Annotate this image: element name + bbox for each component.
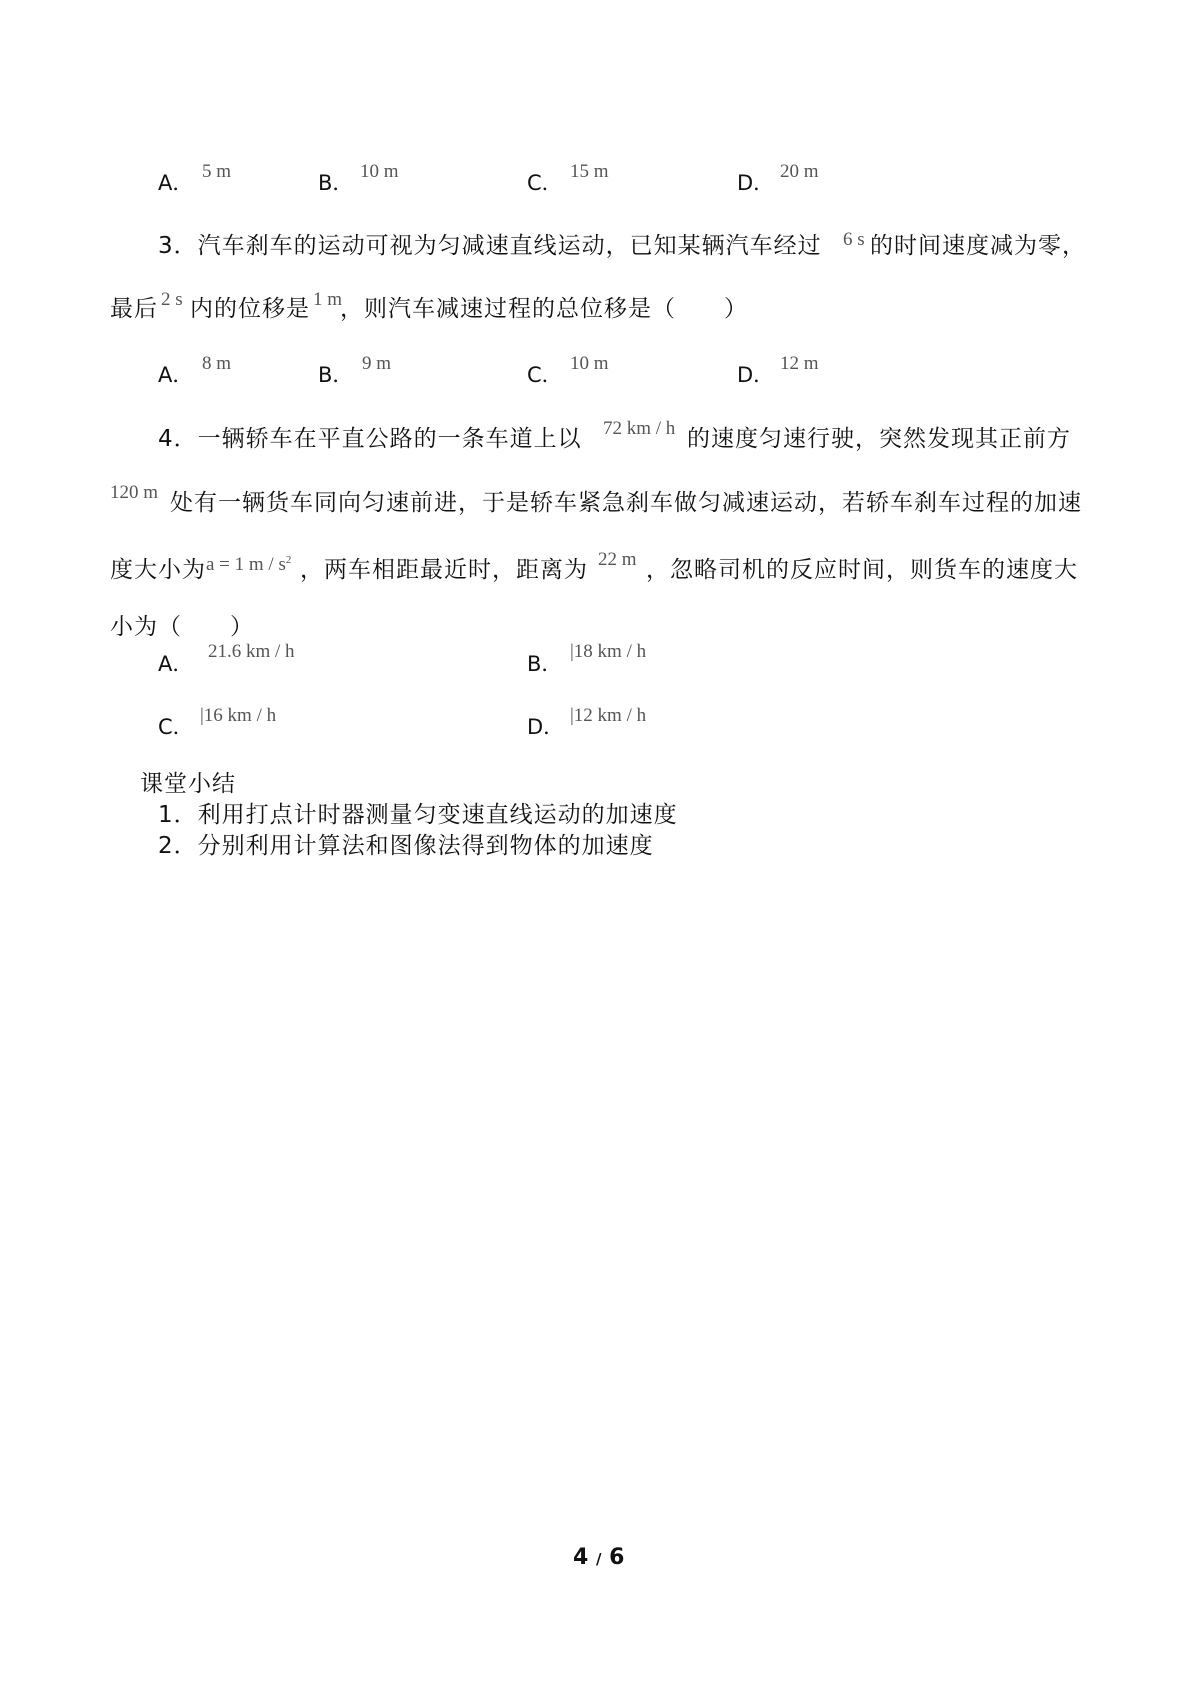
q3-text-line2-b: 内的位移是 [190,296,310,322]
q3-eq-1m: 1 m [313,289,343,310]
q4-option-c-value: |16 km / h [200,705,277,726]
q3-option-a-letter: A． [158,363,194,387]
q2-option-b-letter: B． [318,171,354,195]
q4-text-line2: 处有一辆货车同向匀速前进，于是轿车紧急刹车做匀减速运动，若轿车刹车过程的加速 [170,490,1082,516]
q2-option-a-value: 5 m [202,161,232,182]
q2-option-d-letter: D． [737,171,775,195]
page-number-total: 6 [609,1545,625,1570]
q2-option-b-value: 10 m [360,161,399,182]
q4-text-line3-c: ，忽略司机的反应时间，则货车的速度大 [646,557,1078,583]
q4-option-b-value: |18 km / h [570,641,647,662]
q4-eq-acceleration-exponent: 2 [285,554,292,566]
page-number [573,1545,624,1570]
q4-text-line1-b: 的速度匀速行驶，突然发现其正前方 [687,426,1071,452]
q3-option-a-value: 8 m [202,353,232,374]
q3-eq-2s: 2 s [161,289,183,310]
q4-text-line4: 小为（ ） [110,614,254,640]
q3-option-d-value: 12 m [780,353,819,374]
q2-option-d-value: 20 m [780,161,819,182]
q4-text-line3-a: 度大小为 [110,557,206,583]
q3-text-line2-c: ，则汽车减速过程的总位移是（ ） [340,296,748,322]
q3-option-b-letter: B． [318,363,354,387]
q3-text-line2-a: 最后 [110,296,158,322]
q3-option-c-value: 10 m [570,353,609,374]
q3-eq-6s: 6 s [843,229,865,250]
q4-text-line1-a: 4．一辆轿车在平直公路的一条车道上以 [158,426,582,452]
q4-eq-72kmh: 72 km / h [603,418,676,439]
summary-title: 课堂小结 [140,771,236,797]
q3-option-d-letter: D． [737,363,775,387]
q2-option-c-value: 15 m [570,161,609,182]
q4-option-b-letter: B． [527,652,563,676]
q2-option-a-letter: A． [158,171,194,195]
q4-option-d-value: |12 km / h [570,705,647,726]
q4-option-a-letter: A． [158,652,194,676]
q4-eq-acceleration-base: a = 1 m / s [206,554,286,575]
q4-eq-acceleration [206,549,291,576]
page-number-separator: / [595,1550,602,1568]
q3-text-line1-b: 的时间速度减为零， [870,233,1086,259]
q4-option-d-letter: D． [527,715,565,739]
q4-option-c-letter: C． [158,715,194,739]
summary-item-1: 1．利用打点计时器测量匀变速直线运动的加速度 [158,802,678,828]
page-number-current: 4 [573,1545,589,1570]
q4-eq-22m: 22 m [598,549,637,570]
q3-option-c-letter: C． [527,363,563,387]
q4-eq-120m: 120 m [110,482,159,503]
q2-option-c-letter: C． [527,171,563,195]
q3-option-b-value: 9 m [362,353,392,374]
q4-option-a-value: 21.6 km / h [208,641,295,662]
summary-item-2: 2．分别利用计算法和图像法得到物体的加速度 [158,833,654,859]
q3-text-line1-a: 3．汽车刹车的运动可视为匀减速直线运动，已知某辆汽车经过 [158,233,822,259]
q4-text-line3-b: ，两车相距最近时，距离为 [300,557,588,583]
